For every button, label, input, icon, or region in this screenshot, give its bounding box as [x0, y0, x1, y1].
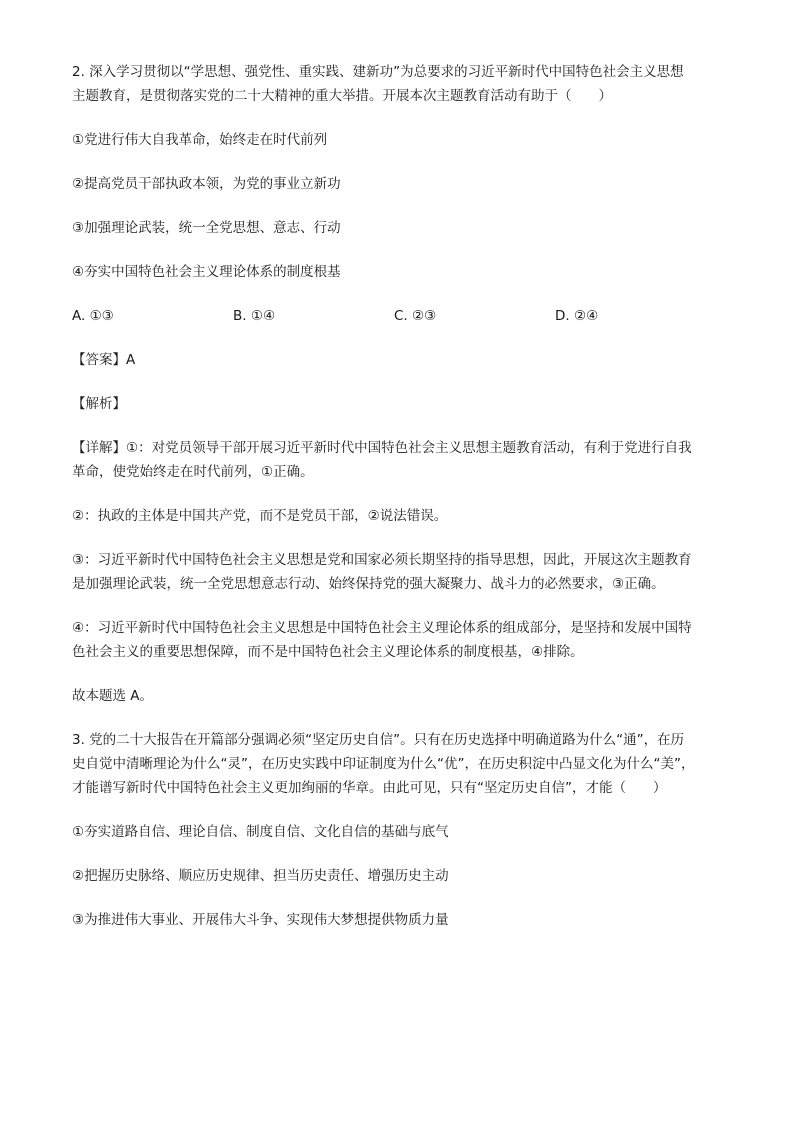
question-3-stem-line-1: 3. 党的二十大报告在开篇部分强调必须“坚定历史自信”。只有在历史选择中明确道路为什么“通”，在历	[72, 732, 685, 748]
question-3-stem-line-2: 史自觉中清晰理论为什么“灵”，在历史实践中印证制度为什么“优”，在历史积淀中凸显文化为什么“美”，	[72, 756, 695, 772]
question-2-item-2: ②提高党员干部执政本领，为党的事业立新功	[72, 176, 341, 192]
answer-label: 【答案】A	[72, 352, 136, 368]
option-b: B. ①④	[233, 308, 276, 324]
detail-3-line-1: ③：习近平新时代中国特色社会主义思想是党和国家必须长期坚持的指导思想，因此，开展这次主题教育	[72, 552, 692, 568]
question-2-item-3: ③加强理论武装，统一全党思想、意志、行动	[72, 220, 341, 236]
detail-4-line-2: 色社会主义的重要思想保障，而不是中国特色社会主义理论体系的制度根基，④排除。	[72, 644, 584, 660]
question-2-options	[72, 304, 732, 328]
question-3-stem-line-3: 才能谱写新时代中国特色社会主义更加绚丽的华章。由此可见，只有“坚定历史自信”，才能（ ）	[72, 780, 667, 796]
detail-1-line-2: 革命，使党始终走在时代前列，①正确。	[72, 464, 314, 480]
detail-2-line-1: ②：执政的主体是中国共产党，而不是党员干部，②说法错误。	[72, 508, 448, 524]
option-a: A. ①③	[72, 308, 114, 324]
option-d: D. ②④	[555, 308, 599, 324]
conclusion: 故本题选 A。	[72, 688, 154, 704]
detail-4-line-1: ④：习近平新时代中国特色社会主义思想是中国特色社会主义理论体系的组成部分，是坚持和发展中国特	[72, 620, 692, 636]
option-c: C. ②③	[394, 308, 437, 324]
analysis-title: 【解析】	[72, 396, 126, 412]
question-2-item-4: ④夯实中国特色社会主义理论体系的制度根基	[72, 264, 341, 280]
question-3-item-2: ②把握历史脉络、顺应历史规律、担当历史责任、增强历史主动	[72, 868, 449, 884]
question-2-item-1: ①党进行伟大自我革命，始终走在时代前列	[72, 132, 328, 148]
question-2	[72, 60, 732, 708]
detail-paragraph-1	[72, 436, 732, 484]
detail-1-line-1: 【详解】①：对党员领导干部开展习近平新时代中国特色社会主义思想主题教育活动，有利于党进行自我	[72, 440, 692, 456]
detail-paragraph-2	[72, 504, 732, 528]
detail-3-line-2: 是加强理论武装，统一全党思想意志行动、始终保持党的强大凝聚力、战斗力的必然要求，③正确。	[72, 576, 665, 592]
document-page	[72, 60, 732, 932]
question-2-stem-line-2: 主题教育，是贯彻落实党的二十大精神的重大举措。开展本次主题教育活动有助于（ ）	[72, 88, 612, 104]
question-2-stem-line-1: 2. 深入学习贯彻以“学思想、强党性、重实践、建新功”为总要求的习近平新时代中国特色社会主义思想	[72, 64, 684, 80]
question-3	[72, 728, 732, 932]
detail-paragraph-4	[72, 616, 732, 664]
question-3-item-3: ③为推进伟大事业、开展伟大斗争、实现伟大梦想提供物质力量	[72, 912, 449, 928]
question-3-item-1: ①夯实道路自信、理论自信、制度自信、文化自信的基础与底气	[72, 824, 449, 840]
detail-paragraph-3	[72, 548, 732, 596]
